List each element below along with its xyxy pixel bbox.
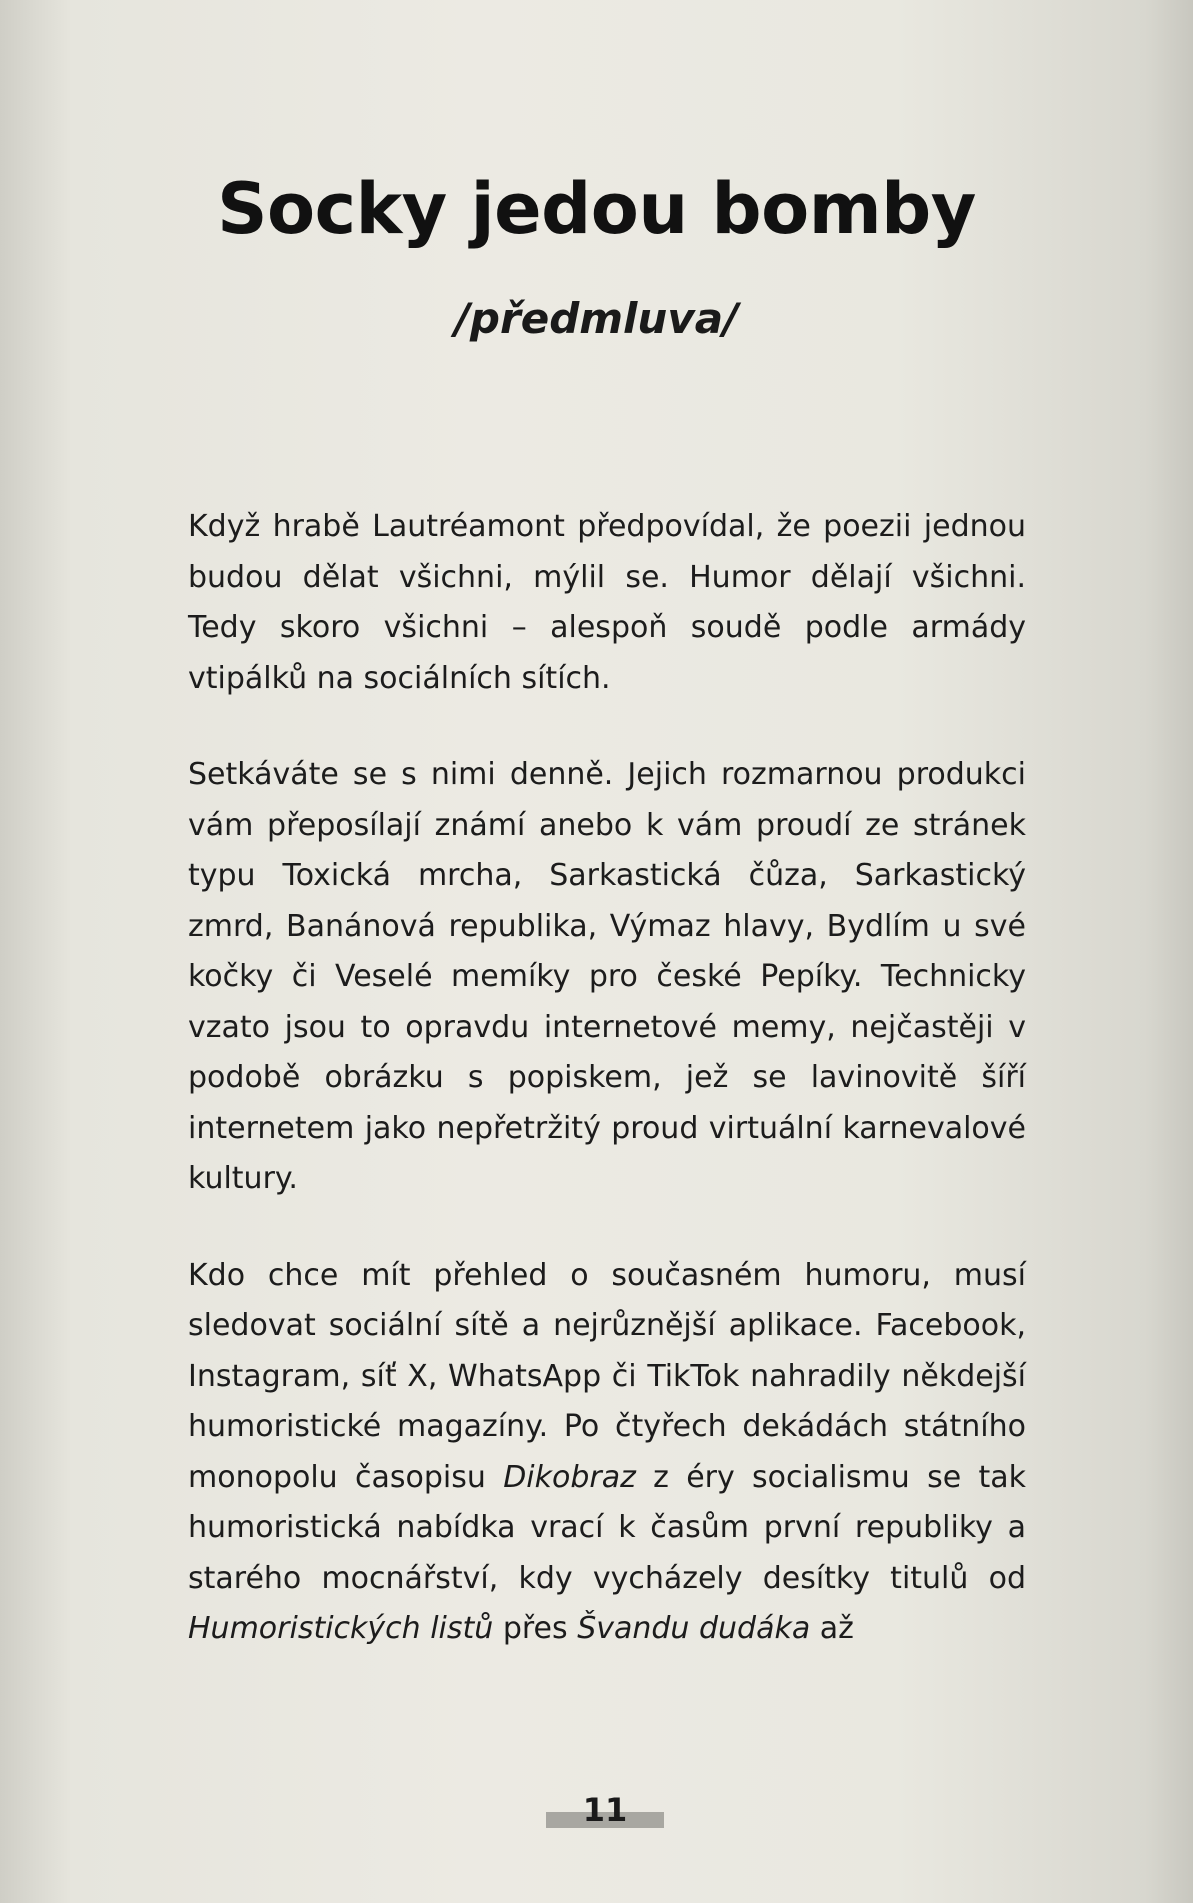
paragraph-3-text-4: až [810, 1611, 854, 1646]
paragraph-2: Setkáváte se s nimi denně. Jejich rozmarnou produkci vám přeposílají známí anebo k vám proudí ze stránek typu Toxická mrcha, Sarkastická čůza, Sarkastický zmrd, Banánová republika, Výmaz hlavy, Bydlím u své kočky či Veselé memíky pro české Pepíky. Technicky vzato jsou to opravdu internetové memy, nejčastěji v podobě obrázku s popiskem, jež se lavinovitě šíří internetem jako nepřetržitý proud virtuální karnevalové kultury. [188, 757, 1026, 1196]
paragraph-3-text-1: Kdo chce mít přehled o současném humoru, musí sledovat sociální sítě a nejrůznější aplikace. Facebook, Instagram, síť X, WhatsApp či TikTok nahradily někdejší humoristické magazíny. Po čtyřech dekádách státního monopolu časopisu [188, 1257, 1026, 1495]
paragraph-1: Když hrabě Lautréamont předpovídal, že poezii jednou budou dělat všichni, mýlil se. Humor dělají všichni. Tedy skoro všichni – alespoň soudě podle armády vtipálků na sociálních sítích. [188, 509, 1026, 696]
paragraph-3 [188, 1251, 1026, 1655]
paragraph-3-text-3: přes [493, 1611, 578, 1646]
paragraph-3-text-2: z éry socialismu se tak humoristická nabídka vrací k časům první republiky a starého mocnářství, kdy vycházely desítky titulů od [188, 1459, 1026, 1596]
magazine-title-dikobraz: Dikobraz [503, 1459, 636, 1495]
magazine-title-svanda-dudak: Švandu dudáka [577, 1611, 811, 1646]
chapter-subtitle: /předmluva/ [454, 294, 739, 343]
page-number: 11 [582, 1791, 628, 1829]
chapter-title: Socky jedou bomby [217, 168, 976, 250]
body-text [188, 502, 1026, 1701]
page-number-block [546, 1790, 664, 1830]
magazine-title-humoristicke-listy: Humoristických listů [188, 1611, 494, 1646]
